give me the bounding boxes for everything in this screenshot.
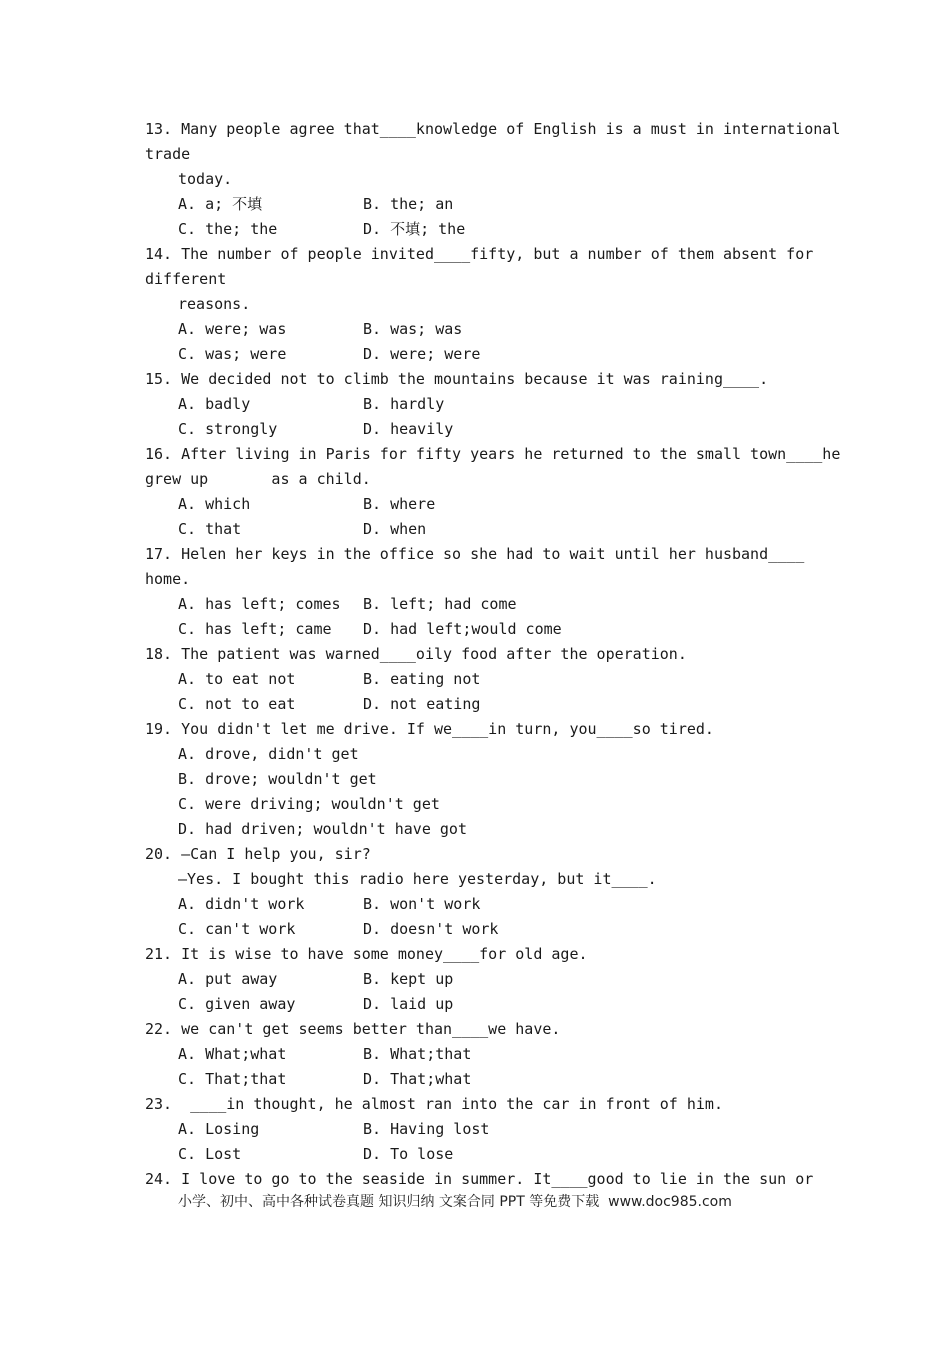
- option-row: [145, 1067, 805, 1092]
- option-row: [145, 617, 805, 642]
- question-line: reasons.: [178, 295, 251, 313]
- question-block: [145, 242, 814, 367]
- answer-option: C. strongly: [178, 420, 278, 438]
- question-block: [145, 117, 841, 242]
- question-stem: 24. I love to go to the seaside in summer. It____good to lie in the sun or: [145, 1170, 814, 1188]
- footer-watermark: 小学、初中、高中各种试卷真题 知识归纳 文案合同 PPT 等免费下载 www.doc985.com: [178, 1194, 732, 1210]
- answer-option: B. What;that: [363, 1045, 472, 1063]
- option-row: [145, 667, 805, 692]
- option-row: [145, 592, 805, 617]
- answer-option: B. the; an: [363, 195, 454, 213]
- answer-option: B. eating not: [363, 670, 481, 688]
- answer-option: C. that: [178, 520, 242, 538]
- option-row: [145, 992, 805, 1017]
- question-stem: 18. The patient was warned____oily food after the operation.: [145, 645, 687, 663]
- option-row: [145, 392, 805, 417]
- option-row: [145, 692, 805, 717]
- question-stem: 23. ____in thought, he almost ran into the car in front of him.: [145, 1095, 723, 1113]
- answer-option: C. not to eat: [178, 695, 296, 713]
- option-row: [145, 917, 805, 942]
- option-row: [145, 1142, 805, 1167]
- question-block: [145, 942, 805, 1017]
- answer-option: B. left; had come: [363, 595, 517, 613]
- answer-option: D. were; were: [363, 345, 481, 363]
- answer-option: C. given away: [178, 995, 296, 1013]
- answer-option: A. Losing: [178, 1120, 260, 1138]
- question-stem: 17. Helen her keys in the office so she had to wait until her husband____: [145, 545, 805, 563]
- answer-option: D. laid up: [363, 995, 454, 1013]
- question-line: B. drove; wouldn't get: [178, 770, 377, 788]
- answer-option: A. were; was: [178, 320, 287, 338]
- answer-option: A. badly: [178, 395, 251, 413]
- option-row: [145, 317, 805, 342]
- question-stem: 22. we can't get seems better than____we have.: [145, 1020, 561, 1038]
- answer-option: C. was; were: [178, 345, 287, 363]
- option-row: [145, 892, 805, 917]
- question-list: [145, 117, 841, 1192]
- answer-option: A. didn't work: [178, 895, 305, 913]
- option-row: [145, 492, 805, 517]
- question-line: today.: [178, 170, 233, 188]
- answer-option: D. when: [363, 520, 427, 538]
- question-line: grew up as a child.: [145, 470, 371, 488]
- answer-option: B. kept up: [363, 970, 454, 988]
- answer-option: B. where: [363, 495, 436, 513]
- question-line: different: [145, 270, 227, 288]
- question-block: [145, 442, 841, 542]
- answer-option: C. the; the: [178, 220, 278, 238]
- option-row: [145, 517, 805, 542]
- option-row: [145, 1042, 805, 1067]
- question-block: [145, 1017, 805, 1092]
- option-row: [145, 1117, 805, 1142]
- answer-option: C. Lost: [178, 1145, 242, 1163]
- question-stem: 16. After living in Paris for fifty years he returned to the small town____he: [145, 445, 841, 463]
- answer-option: A. to eat not: [178, 670, 296, 688]
- question-line: D. had driven; wouldn't have got: [178, 820, 467, 838]
- answer-option: A. has left; comes: [178, 595, 341, 613]
- option-row: [145, 192, 805, 217]
- answer-option: B. was; was: [363, 320, 463, 338]
- question-stem: 21. It is wise to have some money____for old age.: [145, 945, 588, 963]
- question-stem: 13. Many people agree that____knowledge of English is a must in international: [145, 120, 841, 138]
- answer-option: B. Having lost: [363, 1120, 490, 1138]
- question-block: [145, 717, 805, 842]
- question-block: [145, 1167, 814, 1192]
- option-row: [145, 417, 805, 442]
- answer-option: A. a; 不填: [178, 195, 263, 213]
- question-stem: 20. —Can I help you, sir?: [145, 845, 371, 863]
- question-line: A. drove, didn't get: [178, 745, 359, 763]
- answer-option: C. can't work: [178, 920, 296, 938]
- question-block: [145, 1092, 805, 1167]
- answer-option: C. has left; came: [178, 620, 332, 638]
- question-stem: 19. You didn't let me drive. If we____in turn, you____so tired.: [145, 720, 714, 738]
- answer-option: A. which: [178, 495, 251, 513]
- question-block: [145, 642, 805, 717]
- answer-option: D. doesn't work: [363, 920, 499, 938]
- answer-option: D. To lose: [363, 1145, 454, 1163]
- answer-option: D. had left;would come: [363, 620, 562, 638]
- answer-option: D. That;what: [363, 1070, 472, 1088]
- answer-option: C. That;that: [178, 1070, 287, 1088]
- answer-option: A. put away: [178, 970, 278, 988]
- answer-option: D. 不填; the: [363, 220, 466, 238]
- question-line: C. were driving; wouldn't get: [178, 795, 440, 813]
- answer-option: A. What;what: [178, 1045, 287, 1063]
- question-line: trade: [145, 145, 191, 163]
- answer-option: B. hardly: [363, 395, 445, 413]
- answer-option: D. not eating: [363, 695, 481, 713]
- question-block: [145, 367, 805, 442]
- question-line: home.: [145, 570, 191, 588]
- question-stem: 14. The number of people invited____fifty, but a number of them absent for: [145, 245, 814, 263]
- question-stem: 15. We decided not to climb the mountains because it was raining____.: [145, 370, 769, 388]
- answer-option: B. won't work: [363, 895, 481, 913]
- answer-option: D. heavily: [363, 420, 454, 438]
- option-row: [145, 967, 805, 992]
- question-block: [145, 842, 805, 942]
- question-line: —Yes. I bought this radio here yesterday, but it____.: [178, 870, 657, 888]
- question-block: [145, 542, 805, 642]
- option-row: [145, 217, 805, 242]
- option-row: [145, 342, 805, 367]
